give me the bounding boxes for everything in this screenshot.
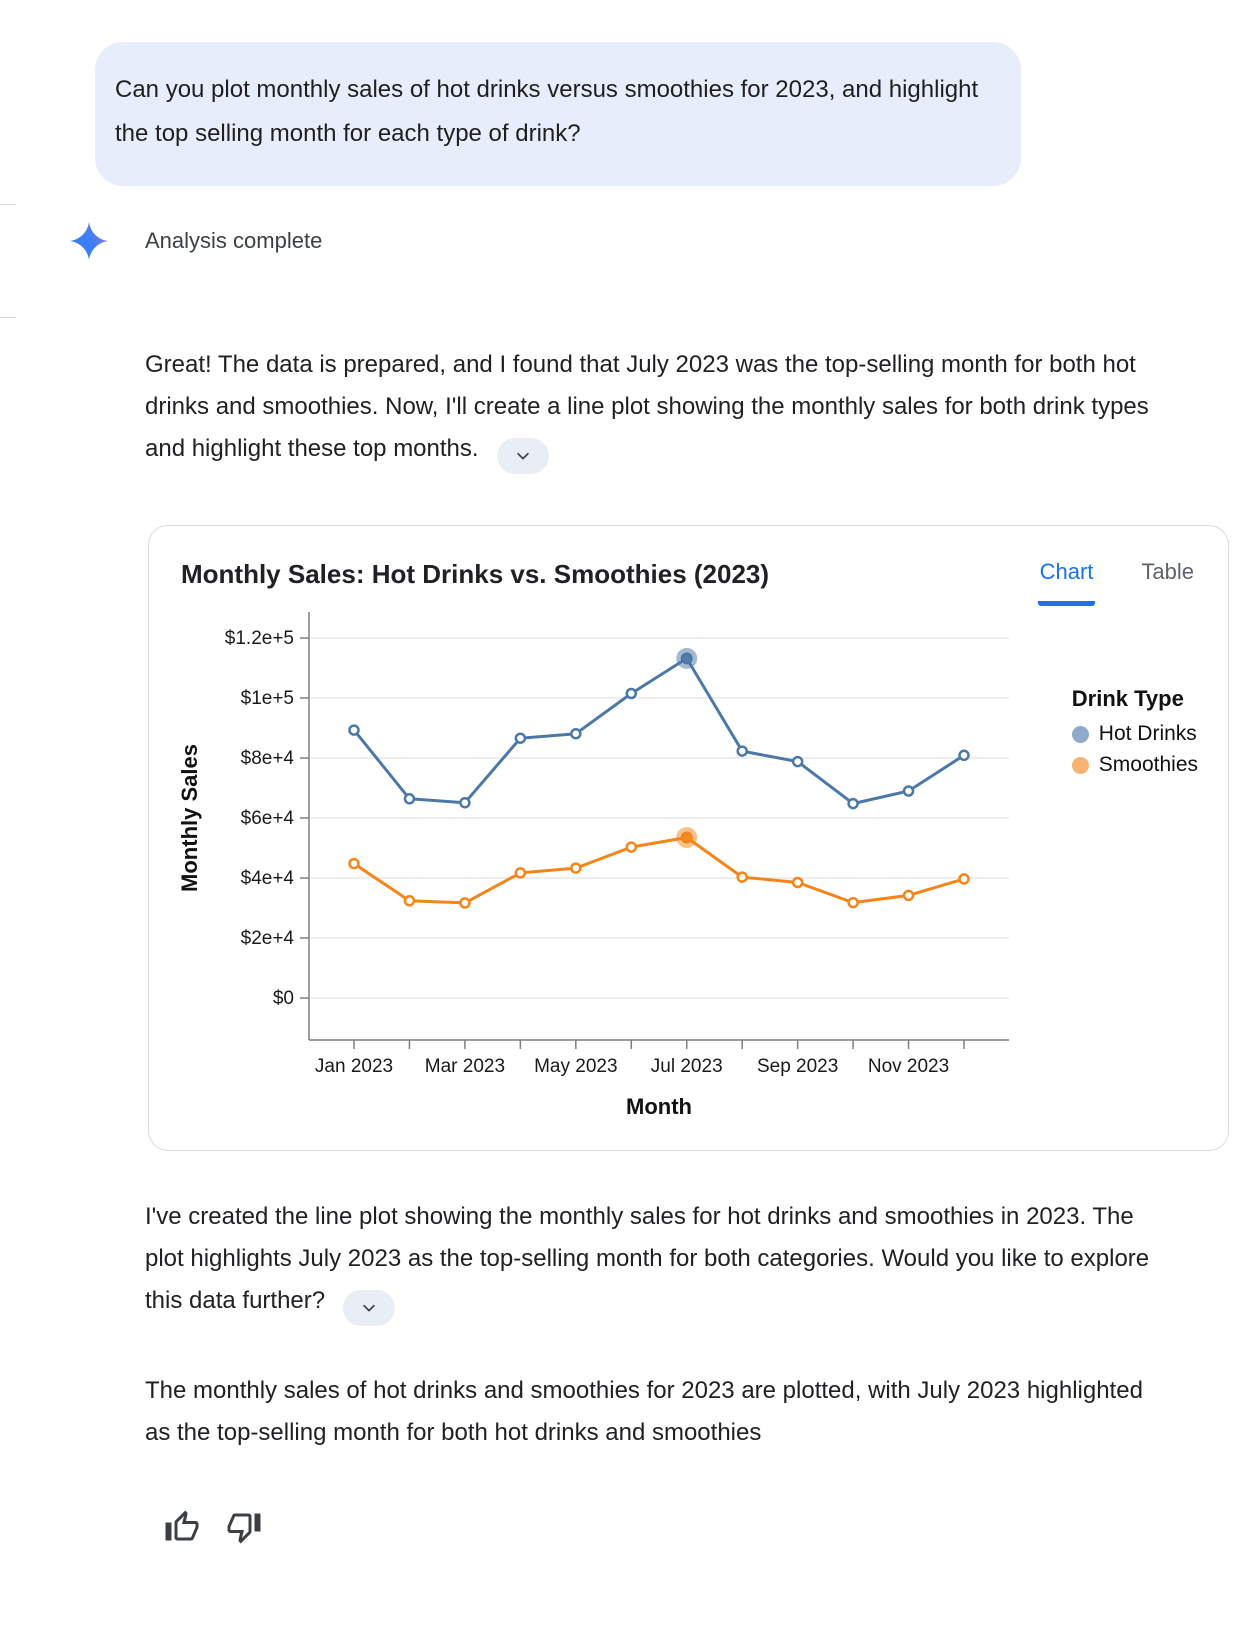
legend-item-hot-drinks[interactable] (1072, 722, 1198, 746)
tab-chart[interactable]: Chart (1038, 553, 1096, 606)
feedback-row (160, 1505, 266, 1549)
assistant-paragraph-1 (145, 344, 1157, 474)
thumb-up-icon (164, 1509, 200, 1545)
legend-title: Drink Type (1071, 686, 1184, 711)
svg-text:$1.2e+5: $1.2e+5 (224, 628, 294, 649)
analysis-status (70, 222, 322, 260)
sparkle-icon (70, 222, 108, 260)
chevron-down-icon (360, 1299, 378, 1317)
collapse-message-button[interactable] (497, 438, 549, 474)
assistant-paragraph-2 (145, 1196, 1157, 1326)
status-label[interactable]: Analysis complete (145, 228, 323, 253)
assistant-paragraph-3 (145, 1370, 1157, 1454)
line-chart (159, 608, 1031, 1138)
legend-swatch (1072, 726, 1089, 743)
legend-item-smoothies[interactable] (1072, 753, 1198, 777)
svg-text:Month: Month (626, 1094, 692, 1119)
svg-text:Mar 2023: Mar 2023 (424, 1056, 506, 1077)
chevron-down-icon (514, 447, 532, 465)
legend-label: Smoothies (1098, 753, 1198, 776)
svg-text:$6e+4: $6e+4 (240, 808, 294, 829)
assistant-paragraph-3-text: The monthly sales of hot drinks and smoothies for 2023 are plotted, with July 2023 highlighted as the top-selling month for both hot drinks and smoothies (145, 1377, 1143, 1446)
thumb-down-button[interactable] (222, 1505, 266, 1549)
left-edge-divider (0, 317, 16, 318)
chart-card-header (149, 526, 1228, 606)
thumb-up-button[interactable] (160, 1505, 204, 1549)
user-message-bubble (95, 42, 1021, 186)
chart-table-tabs (1038, 553, 1198, 606)
svg-text:Sep 2023: Sep 2023 (756, 1056, 839, 1077)
tab-table[interactable]: Table (1139, 553, 1196, 606)
svg-text:$4e+4: $4e+4 (240, 868, 294, 889)
svg-text:Monthly Sales: Monthly Sales (177, 744, 202, 892)
chart-legend (1072, 686, 1198, 784)
svg-text:$0: $0 (272, 988, 294, 1009)
assistant-paragraph-1-text: Great! The data is prepared, and I found that July 2023 was the top-selling month for both hot drinks and smoothies. Now, I'll create a line plot showing the monthly sales for both drink types and highlight these top months. (145, 351, 1149, 462)
assistant-paragraph-2-text: I've created the line plot showing the monthly sales for hot drinks and smoothies in 2023. The plot highlights July 2023 as the top-selling month for both categories. Would you like to explore this data further? (145, 1203, 1150, 1314)
user-message-text: Can you plot monthly sales of hot drinks versus smoothies for 2023, and highlight the top selling month for each type of drink? (115, 76, 979, 147)
collapse-message-button[interactable] (343, 1290, 395, 1326)
svg-text:Jul 2023: Jul 2023 (650, 1056, 723, 1077)
svg-text:$1e+5: $1e+5 (240, 688, 294, 709)
chart-card-title: Monthly Sales: Hot Drinks vs. Smoothies (2023) (181, 559, 770, 589)
chart-area (149, 608, 1228, 1143)
svg-text:Nov 2023: Nov 2023 (867, 1056, 950, 1077)
svg-text:$8e+4: $8e+4 (240, 748, 294, 769)
left-edge-divider (0, 204, 16, 205)
svg-text:$2e+4: $2e+4 (240, 928, 294, 949)
chart-card (148, 525, 1229, 1151)
legend-label: Hot Drinks (1098, 722, 1197, 745)
thumb-down-icon (226, 1509, 262, 1545)
svg-text:Jan 2023: Jan 2023 (314, 1056, 394, 1077)
svg-text:May 2023: May 2023 (534, 1056, 618, 1077)
legend-swatch (1072, 757, 1089, 774)
